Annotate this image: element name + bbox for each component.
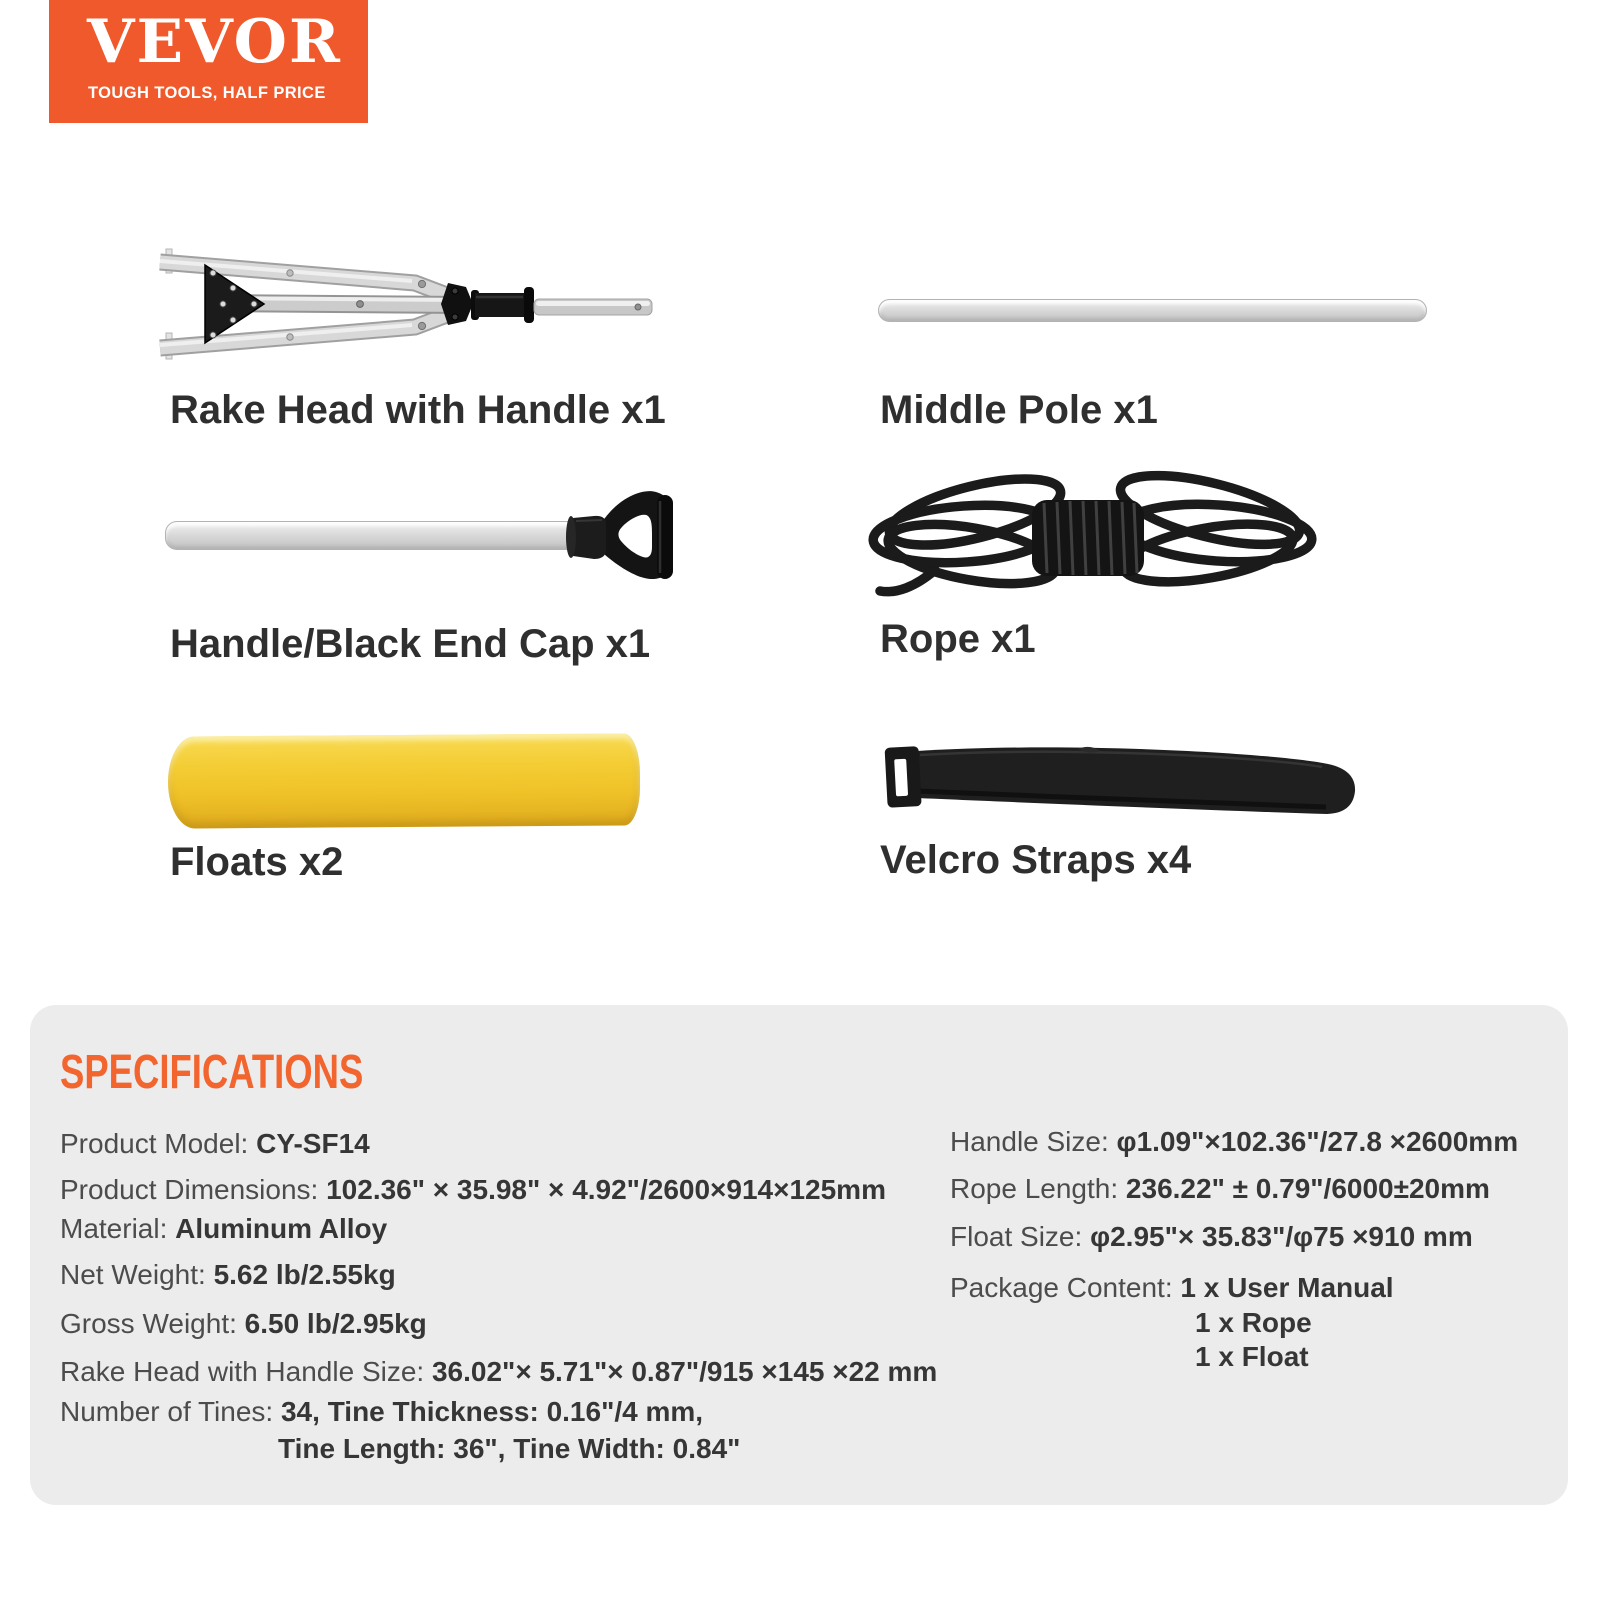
spec-label: Gross Weight: [60,1308,245,1339]
strap-buckle [885,746,922,808]
spec-product-model [60,1128,370,1160]
spec-value: 236.22" ± 0.79"/6000±20mm [1125,1173,1490,1204]
spec-label: Product Dimensions: [60,1174,327,1205]
spec-value: 1 x Float [1195,1341,1309,1372]
rake-head-with-handle-image [160,245,660,365]
float-image [168,733,641,828]
velcro-strap-image [860,735,1405,835]
spec-value: 5.62 lb/2.55kg [213,1259,396,1290]
spec-label: Rake Head with Handle Size: [60,1356,432,1387]
endcap-pole-image [165,521,579,550]
d-handle-image [560,485,685,590]
spec-value: 1 x User Manual [1180,1272,1394,1303]
spec-material [60,1213,387,1245]
item-label-rake-head: Rake Head with Handle x1 [170,388,666,432]
spec-value: 102.36" × 35.98" × 4.92"/2600×914×125mm [326,1174,886,1205]
item-label-endcap: Handle/Black End Cap x1 [170,622,651,666]
rope-tail [880,570,935,592]
item-label-velcro: Velcro Straps x4 [880,838,1192,882]
spec-value: CY-SF14 [256,1128,370,1159]
spec-tine-length-width [60,1433,740,1465]
spec-value: 6.50 lb/2.95kg [244,1308,427,1339]
spec-label: Handle Size: [950,1126,1117,1157]
spec-label: Number of Tines: [60,1396,281,1427]
black-grip [471,287,534,323]
brand-name: VEVOR [87,7,342,77]
spec-label: Rope Length: [950,1173,1126,1204]
spec-rope-length [950,1173,1490,1205]
middle-pole-image [878,299,1427,322]
spec-label: Net Weight: [60,1259,214,1290]
spec-value: φ2.95"× 35.83"/φ75 ×910 mm [1090,1221,1473,1252]
item-label-middle-pole: Middle Pole x1 [880,388,1158,432]
spec-value: Tine Length: 36", Tine Width: 0.84" [278,1433,741,1464]
spec-number-of-tines [60,1396,703,1428]
spec-label: Product Model: [60,1128,257,1159]
spec-value: 1 x Rope [1195,1307,1312,1338]
spec-value: 36.02"× 5.71"× 0.87"/915 ×145 ×22 mm [431,1356,938,1387]
spec-net-weight [60,1259,396,1291]
spec-label: Material: [60,1213,176,1244]
handle-pole [534,299,652,315]
rope-image [860,440,1360,615]
specifications-panel [30,1005,1568,1505]
spec-package-content [950,1272,1394,1304]
spec-package-content-float [950,1341,1309,1373]
item-label-rope: Rope x1 [880,617,1036,661]
spec-label: Package Content: [950,1272,1181,1303]
spec-gross-weight [60,1308,427,1340]
spec-value: 34, Tine Thickness: 0.16"/4 mm, [280,1396,704,1427]
rope-center-coil [1032,500,1144,576]
vevor-logo [49,0,368,123]
specifications-title: SPECIFICATIONS [60,1046,364,1099]
spec-handle-size [950,1126,1518,1158]
spec-label: Float Size: [950,1221,1091,1252]
spec-value: Aluminum Alloy [175,1213,388,1244]
item-label-floats: Floats x2 [170,840,344,884]
brand-tagline: TOUGH TOOLS, HALF PRICE [88,84,326,102]
spec-float-size [950,1221,1473,1253]
spec-package-content-rope [950,1307,1312,1339]
spec-value: φ1.09"×102.36"/27.8 ×2600mm [1116,1126,1519,1157]
end-cap-collar [566,516,606,559]
spec-product-dimensions [60,1174,886,1206]
spec-rake-head-size [60,1356,937,1388]
